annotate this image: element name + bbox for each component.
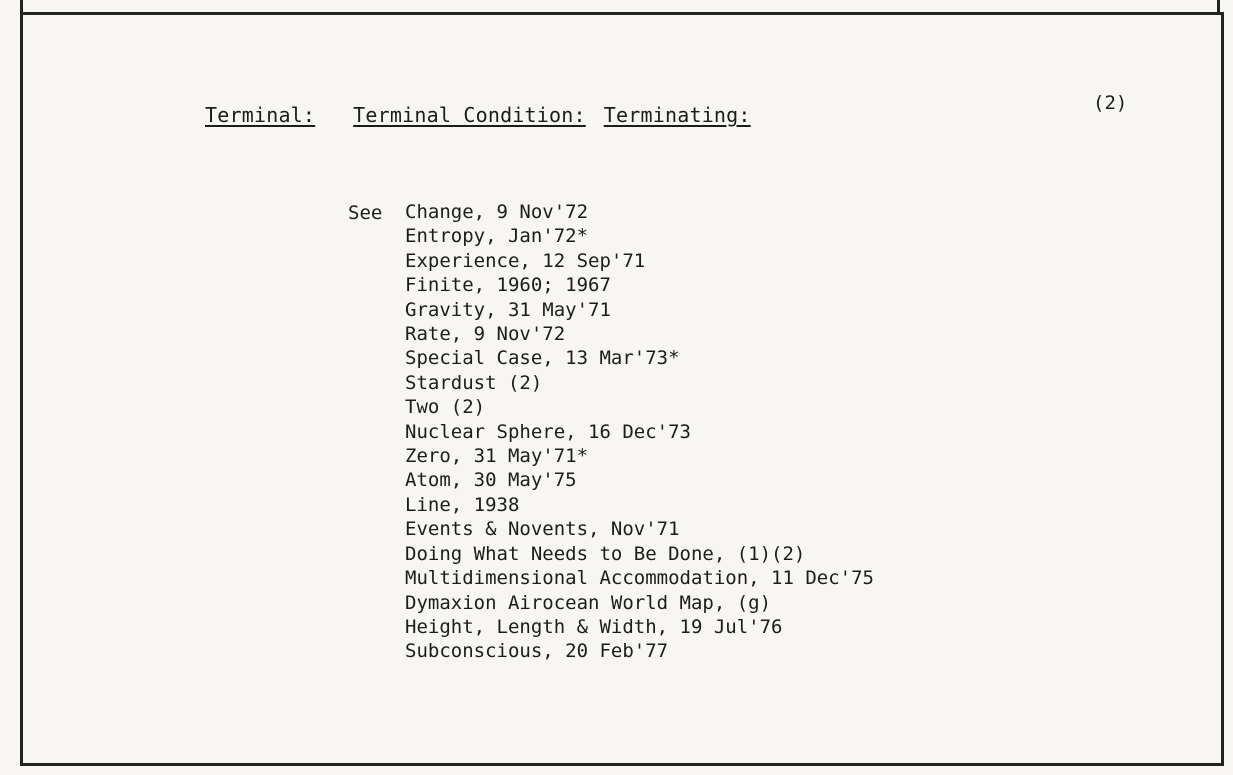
cross-reference-item: Experience, 12 Sep'71 (405, 249, 646, 272)
cross-reference-item: Line, 1938 (405, 493, 520, 516)
card-heading (205, 103, 751, 127)
cross-reference-item: Rate, 9 Nov'72 (405, 323, 566, 346)
cross-reference-item: Gravity, 31 May'71 (405, 298, 611, 321)
cross-reference-item: Height, Length & Width, 19 Jul'76 (405, 615, 783, 638)
card-number: (2) (1093, 92, 1128, 114)
cross-reference-item: Special Case, 13 Mar'73* (405, 347, 680, 370)
cross-reference-item: Stardust (2) (405, 371, 543, 394)
cross-reference-item: Change, 9 Nov'72 (405, 201, 589, 223)
cross-reference-item: Zero, 31 May'71* (405, 445, 589, 468)
cross-reference-item: Events & Novents, Nov'71 (405, 518, 680, 541)
heading-term-terminating: Terminating: (603, 103, 751, 127)
heading-term-terminal: Terminal: (205, 103, 316, 127)
cross-reference-item: Two (2) (405, 396, 486, 419)
cross-reference-item: Doing What Needs to Be Done, (1)(2) (405, 542, 806, 565)
cross-reference-item: Atom, 30 May'75 (405, 469, 577, 492)
cross-reference-item: Multidimensional Accommodation, 11 Dec'75 (405, 567, 874, 590)
cross-reference-item: Entropy, Jan'72* (405, 225, 589, 248)
cross-reference-item: Subconscious, 20 Feb'77 (405, 640, 669, 663)
see-label: See (348, 202, 383, 224)
heading-term-terminal-condition: Terminal Condition: (353, 103, 586, 127)
cross-reference-item: Nuclear Sphere, 16 Dec'73 (405, 420, 691, 443)
cross-reference-item: Finite, 1960; 1967 (405, 274, 611, 297)
cross-reference-item: Dymaxion Airocean World Map, (g) (405, 591, 772, 614)
cross-reference-list (405, 200, 874, 664)
